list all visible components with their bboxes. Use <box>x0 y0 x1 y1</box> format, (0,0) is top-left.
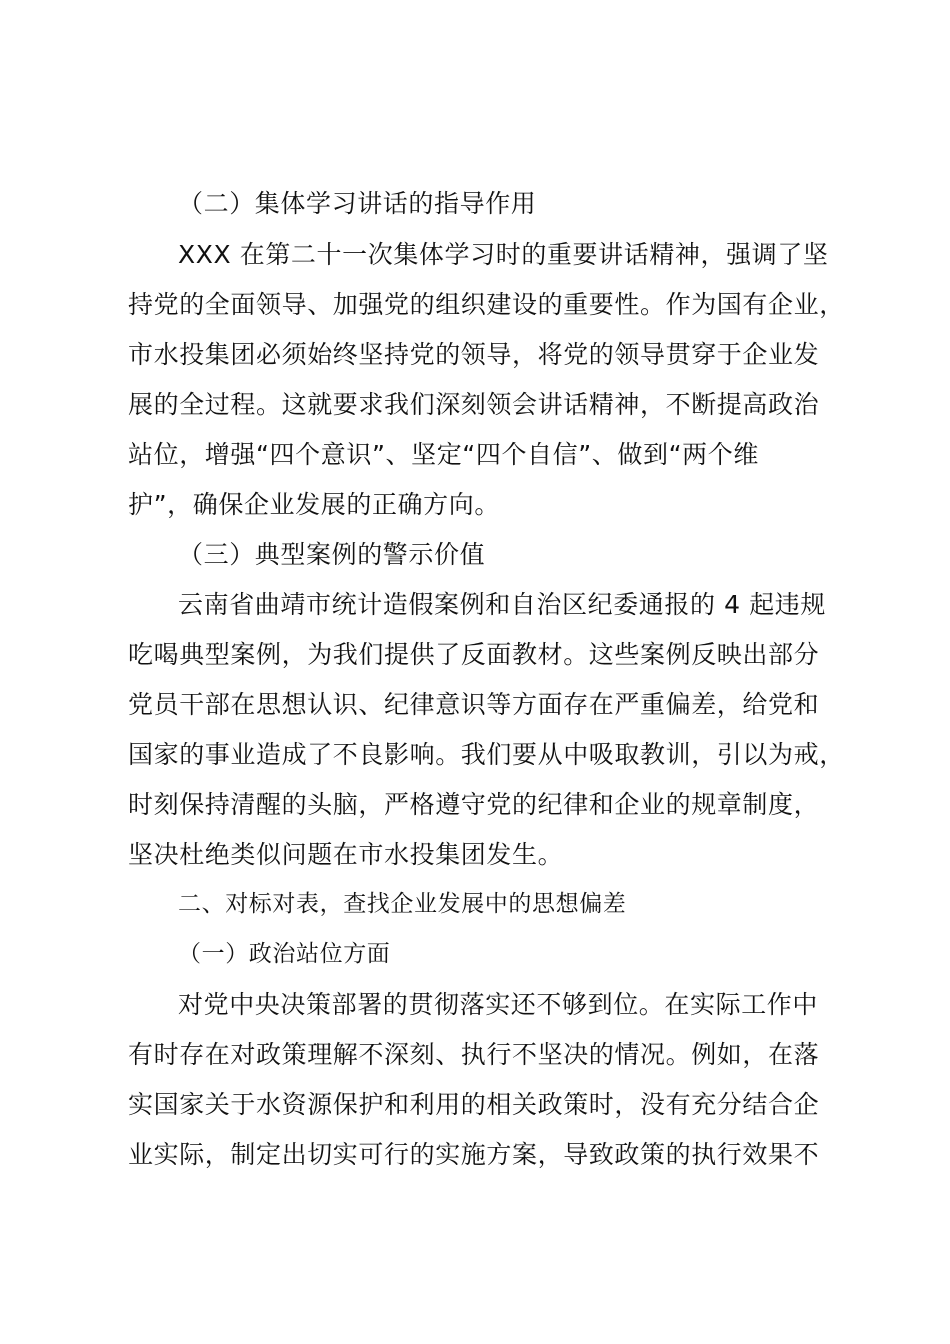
paragraph-line: 实国家关于水资源保护和利用的相关政策时，没有充分结合企 <box>128 1090 820 1119</box>
paragraph-line: 市水投集团必须始终坚持党的领导，将党的领导贯穿于企业发 <box>128 340 820 369</box>
section-heading-1: （一）政治站位方面 <box>178 941 391 967</box>
paragraph-line: 党员干部在思想认识、纪律意识等方面存在严重偏差，给党和 <box>128 690 820 719</box>
paragraph-line: 持党的全面领导、加强党的组织建设的重要性。作为国有企业， <box>128 290 845 319</box>
paragraph-line: XXX 在第二十一次集体学习时的重要讲话精神，强调了坚 <box>178 240 829 269</box>
paragraph-line: 有时存在对政策理解不深刻、执行不坚决的情况。例如，在落 <box>128 1040 820 1069</box>
paragraph-line: 时刻保持清醒的头脑，严格遵守党的纪律和企业的规章制度， <box>128 790 820 819</box>
paragraph-line: 吃喝典型案例，为我们提供了反面教材。这些案例反映出部分 <box>128 640 820 669</box>
paragraph-line: 站位，增强“四个意识”、坚定“四个自信”、做到“两个维 <box>128 440 759 469</box>
paragraph-line: 云南省曲靖市统计造假案例和自治区纪委通报的 4 起违规 <box>178 590 827 619</box>
paragraph-line: 对党中央决策部署的贯彻落实还不够到位。在实际工作中 <box>178 990 819 1019</box>
section-heading-2: （二）集体学习讲话的指导作用 <box>178 189 537 218</box>
paragraph-line: 展的全过程。这就要求我们深刻领会讲话精神，不断提高政治 <box>128 390 820 419</box>
chapter-heading-2: 二、对标对表，查找企业发展中的思想偏差 <box>178 891 627 917</box>
paragraph-line: 国家的事业造成了不良影响。我们要从中吸取教训，引以为戒， <box>128 740 845 769</box>
section-heading-3: （三）典型案例的警示价值 <box>178 540 486 569</box>
paragraph-line: 业实际，制定出切实可行的实施方案，导致政策的执行效果不 <box>128 1140 820 1169</box>
paragraph-line: 护”，确保企业发展的正确方向。 <box>128 490 500 519</box>
paragraph-line: 坚决杜绝类似问题在市水投集团发生。 <box>128 840 564 869</box>
